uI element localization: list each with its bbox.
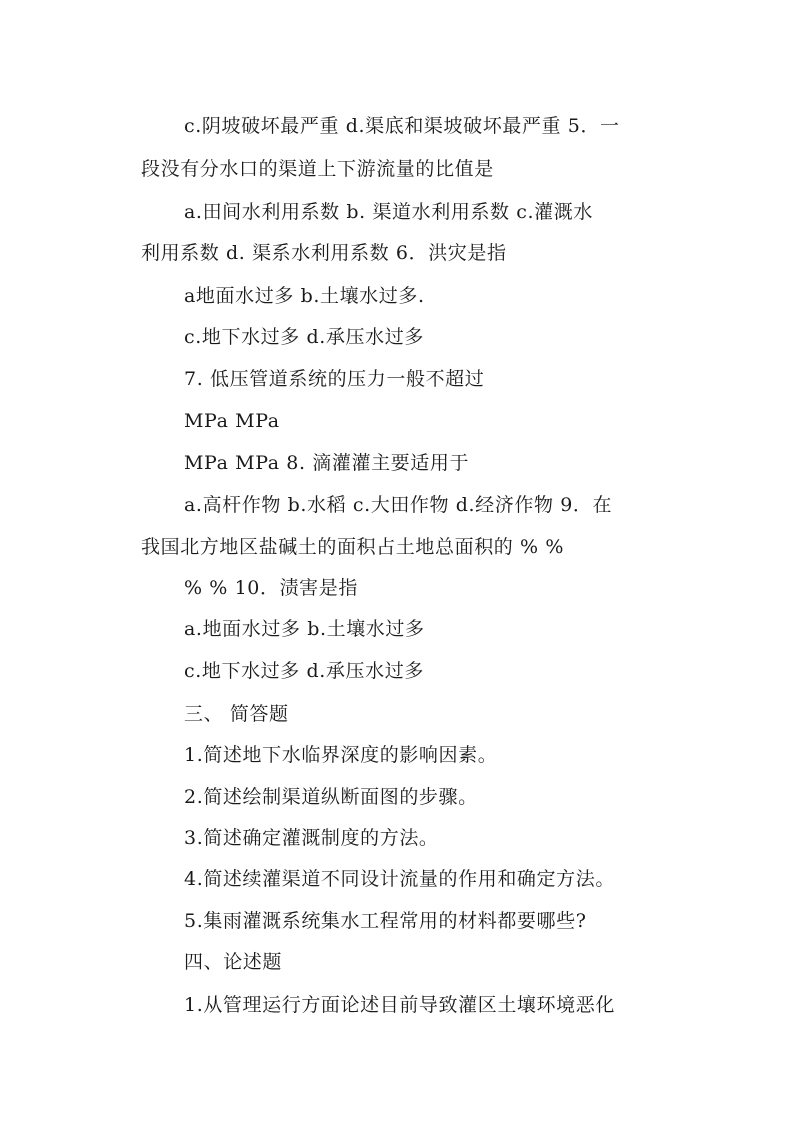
text-line-22: 1.从管理运行方面论述目前导致灌区土壤环境恶化 bbox=[184, 994, 615, 1016]
text-line-18: 3.简述确定灌溉制度的方法。 bbox=[184, 827, 439, 849]
text-line-8: MPa MPa bbox=[184, 410, 280, 432]
text-line-20: 5.集雨灌溉系统集水工程常用的材料都要哪些? bbox=[184, 910, 587, 932]
text-line-3: a.田间水利用系数 b. 渠道水利用系数 c.灌溉水 bbox=[184, 201, 593, 223]
text-line-11: 我国北方地区盐碱土的面积占土地总面积的 % % bbox=[141, 536, 564, 558]
text-line-17: 2.简述绘制渠道纵断面图的步骤。 bbox=[184, 786, 478, 808]
text-line-13: a.地面水过多 b.土壤水过多 bbox=[184, 618, 425, 640]
text-line-7: 7. 低压管道系统的压力一般不超过 bbox=[184, 368, 485, 390]
text-line-12: % % 10．渍害是指 bbox=[184, 577, 358, 599]
text-line-9: MPa MPa 8. 滴灌灌主要适用于 bbox=[184, 452, 470, 474]
text-line-1: c.阴坡破坏最严重 d.渠底和渠坡破坏最严重 5．一 bbox=[184, 115, 620, 137]
text-line-2: 段没有分水口的渠道上下游流量的比值是 bbox=[141, 158, 494, 180]
text-line-14: c.地下水过多 d.承压水过多 bbox=[184, 660, 424, 682]
text-line-19: 4.简述续灌渠道不同设计流量的作用和确定方法。 bbox=[184, 868, 615, 890]
text-line-16: 1.简述地下水临界深度的影响因素。 bbox=[184, 744, 498, 766]
text-line-5: a地面水过多 b.土壤水过多. bbox=[184, 285, 425, 307]
text-line-10: a.高杆作物 b.水稻 c.大田作物 d.经济作物 9．在 bbox=[184, 494, 613, 516]
text-line-6: c.地下水过多 d.承压水过多 bbox=[184, 326, 424, 348]
section-heading-3: 三、 简答题 bbox=[184, 703, 289, 725]
text-line-4: 利用系数 d. 渠系水利用系数 6．洪灾是指 bbox=[141, 242, 507, 264]
section-heading-4: 四、论述题 bbox=[184, 951, 283, 973]
